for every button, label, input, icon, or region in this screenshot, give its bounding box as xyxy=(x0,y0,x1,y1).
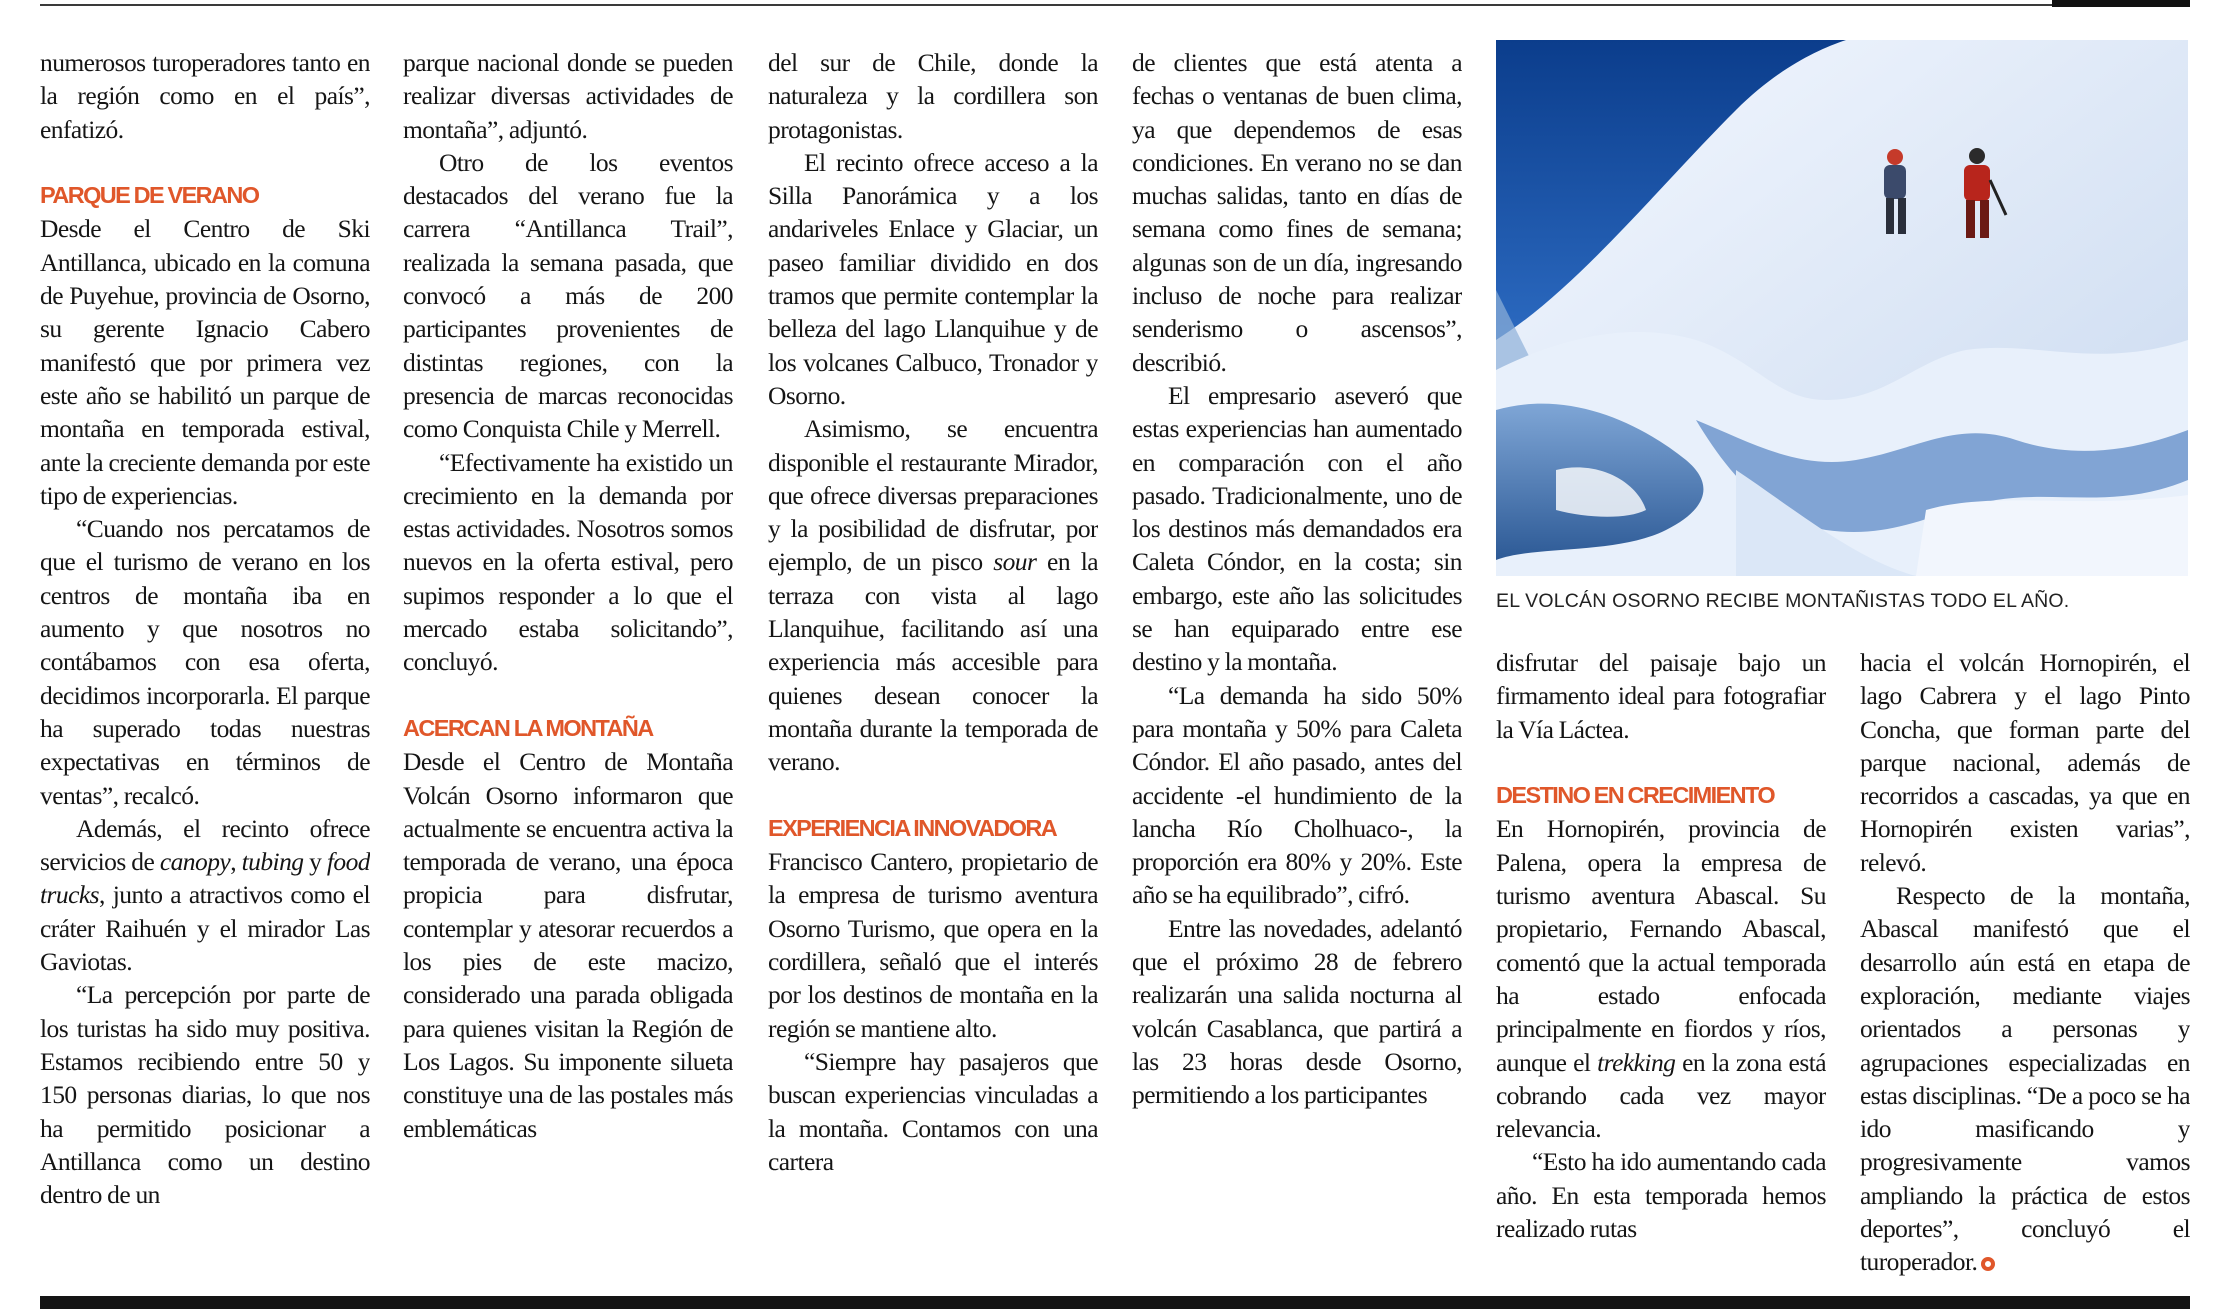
text-span: en la terraza con vista al lago Llanquihue, facilitando así una experiencia más accesible para quienes desean conocer la montaña durante la temporada de verano. xyxy=(768,547,1098,777)
top-corner-block xyxy=(2052,0,2190,7)
text-span: Asimismo, se encuentra disponible el restaurante Mirador, que ofrece diversas preparaciones y la posibilidad de disfrutar, por ejemplo, de un pisco xyxy=(768,414,1098,577)
paragraph xyxy=(768,412,1098,778)
paragraph: “La percepción por parte de los turistas ha sido muy positiva. Estamos recibiendo entre 50 y 150 personas diarias, lo que nos ha permitido posicionar a Antillanca como un destino dentro de un xyxy=(40,980,370,1210)
text-span: En Hornopirén, provincia de Palena, opera la empresa de turismo aventura Abascal. Su propietario, Fernando Abascal, comentó que la actual temporada ha estado enfocada principalmente en fiordos y ríos, aunque el xyxy=(1496,814,1826,1077)
column-2 xyxy=(403,46,733,1286)
paragraph: de clientes que está atenta a fechas o ventanas de buen clima, ya que dependemos de esas condiciones. En verano no se dan muchas salidas, tanto en días de semana como fines de semana; algunas son de un día, ingresando incluso de noche para realizar senderismo o ascensos”, describió. xyxy=(1132,48,1462,377)
column-3 xyxy=(768,46,1098,1286)
paragraph: “Esto ha ido aumentando cada año. En esta temporada hemos realizado rutas xyxy=(1496,1147,1826,1244)
bottom-rule xyxy=(40,1296,2190,1309)
paragraph: El recinto ofrece acceso a la Silla Panorámica y a los andariveles Enlace y Glaciar, un paseo familiar dividido en dos tramos que permite contemplar la belleza del lago Llanquihue y de los volcanes Calbuco, Tronador y Osorno. xyxy=(768,147,1098,410)
italic-term: food trucks xyxy=(40,847,370,910)
paragraph: “Efectivamente ha existido un crecimiento en la demanda por estas actividades. Nosotros somos nuevos en la oferta estival, pero supimos responder a lo que el mercado estaba solicitando”, concluyó. xyxy=(403,447,733,677)
column-4 xyxy=(1132,46,1462,1286)
italic-term: tubing xyxy=(241,847,304,877)
paragraph xyxy=(1860,879,2190,1279)
text-span: Además, el recinto ofrece servicios de xyxy=(40,813,370,877)
paragraph: parque nacional donde se pueden realizar diversas actividades de montaña”, adjuntó. xyxy=(403,48,733,144)
paragraph: disfrutar del paisaje bajo un firmamento ideal para fotografiar la Vía Láctea. xyxy=(1496,648,1826,744)
text-span: en la zona está cobrando cada vez mayor relevancia. xyxy=(1496,1047,1826,1144)
paragraph: El empresario aseveró que estas experiencias han aumentado en comparación con el año pasado. Tradicionalmente, uno de los destinos más demandados era Caleta Cóndor, en la costa; sin embargo, este año las solicitudes se han equiparado entre ese destino y la montaña. xyxy=(1132,380,1462,677)
photo-caption: EL VOLCÁN OSORNO RECIBE MONTAÑISTAS TODO EL AÑO. xyxy=(1496,590,2070,612)
column-5 xyxy=(1496,646,1826,1286)
paragraph: numerosos turoperadores tanto en la región como en el país”, enfatizó. xyxy=(40,48,370,144)
text-span: , junto a atractivos como el cráter Raihuén y el mirador Las Gaviotas. xyxy=(40,880,370,977)
paragraph: Desde el Centro de Montaña Volcán Osorno informaron que actualmente se encuentra activa la temporada de verano, una época propicia para disfrutar, contemplar y atesorar recuerdos a los pies de este macizo, considerado una parada obligada para quienes visitan la Región de Los Lagos. Su imponente silueta constituye una de las postales más emblemáticas xyxy=(403,747,733,1143)
paragraph: del sur de Chile, donde la naturaleza y la cordillera son protagonistas. xyxy=(768,48,1098,144)
section-heading-destino-en-crecimiento: DESTINO EN CRECIMIENTO xyxy=(1496,782,1775,809)
volcano-photo xyxy=(1496,40,2188,576)
paragraph: “Cuando nos percatamos de que el turismo de verano en los centros de montaña iba en aumento y que nosotros no contábamos con esa oferta, decidimos incorporarla. El parque ha superado todas nuestras expectativas en términos de ventas”, recalcó. xyxy=(40,514,370,810)
column-6 xyxy=(1860,646,2190,1286)
section-heading-experiencia-innovadora: EXPERIENCIA INNOVADORA xyxy=(768,814,1057,841)
paragraph: hacia el volcán Hornopirén, el lago Cabrera y el lago Pinto Concha, que forman parte del parque nacional, además de recorridos a cascadas, ya que en Hornopirén existen varias”, relevó. xyxy=(1860,648,2190,877)
article-end-icon xyxy=(1981,1257,1995,1271)
text-span: , xyxy=(230,847,242,877)
section-heading-acercan-la-montana: ACERCAN LA MONTAÑA xyxy=(403,714,653,741)
paragraph xyxy=(40,812,370,978)
italic-term: trekking xyxy=(1597,1047,1676,1077)
italic-term: sour xyxy=(993,547,1037,577)
paragraph: “Siempre hay pasajeros que buscan experiencias vinculadas a la montaña. Contamos con una cartera xyxy=(768,1046,1098,1176)
paragraph: “La demanda ha sido 50% para montaña y 50% para Caleta Cóndor. El año pasado, antes del accidente -el hundimiento de la lancha Río Cholhuaco-, la proporción era 80% y 20%. Este año se ha equilibrado”, cifró. xyxy=(1132,680,1462,910)
paragraph xyxy=(1496,812,1826,1145)
paragraph: Francisco Cantero, propietario de la empresa de turismo aventura Osorno Turismo, que opera en la cordillera, señaló que el interés por los destinos de montaña en la región se mantiene alto. xyxy=(768,847,1098,1043)
photo-illustration xyxy=(1496,40,2188,576)
paragraph: Entre las novedades, adelantó que el próximo 28 de febrero realizarán una salida nocturna al volcán Casablanca, que partirá a las 23 horas desde Osorno, permitiendo a los participantes xyxy=(1132,913,1462,1110)
column-1 xyxy=(40,46,370,1286)
paragraph: Otro de los eventos destacados del verano fue la carrera “Antillanca Trail”, realizada la semana pasada, que convocó a más de 200 participantes provenientes de distintas regiones, con la presencia de marcas reconocidas como Conquista Chile y Merrell. xyxy=(403,147,733,444)
paragraph: Desde el Centro de Ski Antillanca, ubicado en la comuna de Puyehue, provincia de Osorno, su gerente Ignacio Cabero manifestó que por primera vez este año se habilitó un parque de montaña en temporada estival, ante la creciente demanda por este tipo de experiencias. xyxy=(40,214,370,510)
text-span: y xyxy=(303,847,327,877)
top-rule xyxy=(40,4,2190,6)
text-span: Respecto de la montaña, Abascal manifestó que el desarrollo aún está en etapa de exploración, mediante viajes orientados a personas y agrupaciones especializadas en estas disciplinas. “De a poco se ha ido masificando y progresivamente vamos ampliando la práctica de estos deportes”, concluyó el turoperador. xyxy=(1860,881,2190,1277)
italic-term: canopy xyxy=(159,847,231,877)
section-heading-parque-de-verano: PARQUE DE VERANO xyxy=(40,182,259,209)
